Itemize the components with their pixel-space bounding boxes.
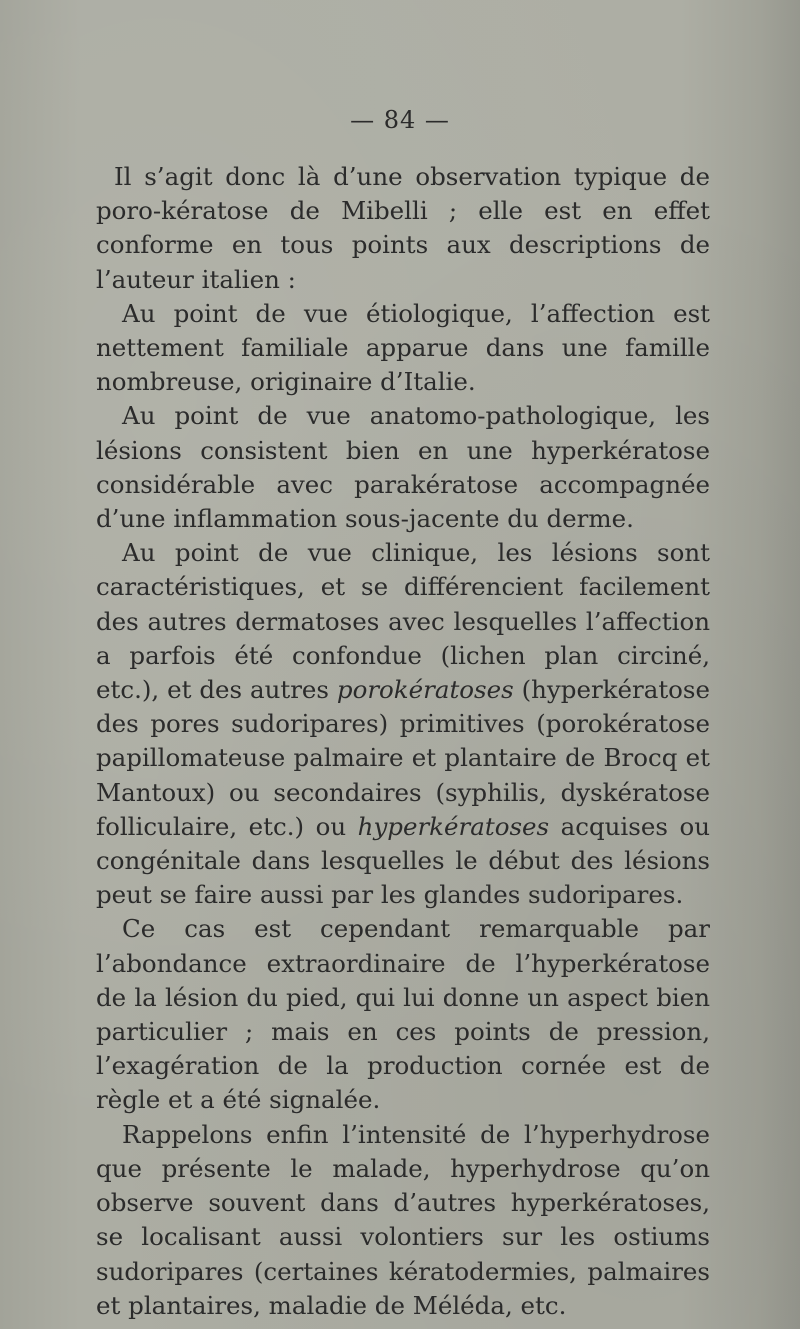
- paragraph-2: [96, 297, 710, 400]
- paragraph-1: [96, 160, 710, 297]
- page-number: — 84 —: [350, 106, 450, 134]
- paragraph-6-text: Rappelons enfin l’intensité de l’hyperhydrose que présente le malade, hyperhydrose qu’on observe souvent dans d’autres hyperkératoses, se localisant aussi volontiers sur les ostiums sudoripares (certaines kératodermies, palmaires et plantaires, maladie de Méléda, etc.: [96, 1119, 710, 1320]
- paragraph-5-text: Ce cas est cependant remarquable par l’abondance extraordinaire de l’hyperkératose de la lésion du pied, qui lui donne un aspect bien particulier ; mais en ces points de pression, l’exagération de la production cornée est de règle et a été signalée.: [96, 914, 710, 1115]
- paragraph-4-text-b: (hyperkératose des pores sudoripares) primitives (porokératose papillomateuse palmaire et plantaire de Brocq et Mantoux) ou secondaires (syphilis, dyskératose folliculaire, etc.) ou: [96, 675, 710, 841]
- paragraph-1-text: Il s’agit donc là d’une observation typique de poro-kératose de Mibelli ; elle est en effet conforme en tous points aux descriptions de l’auteur italien :: [96, 162, 710, 294]
- paragraph-4-italic-porokeratoses: porokératoses: [336, 675, 514, 705]
- paragraph-3-text: Au point de vue anatomo-pathologique, les lésions consistent bien en une hyperkératose considérable avec parakératose accompagnée d’une inflammation sous-jacente du derme.: [96, 401, 710, 534]
- paragraph-6: [96, 1118, 710, 1323]
- paragraph-4-text-a: Au point de vue clinique, les lésions sont caractéristiques, et se différencient facilement des autres dermatoses avec lesquelles l’affection a parfois été confondue (lichen plan circiné, etc.), et des autres: [96, 538, 710, 705]
- paragraph-4-italic-hyperkeratoses: hyperkératoses: [357, 811, 550, 841]
- body-text: [96, 160, 710, 1323]
- paragraph-2-text: Au point de vue étiologique, l’affection est nettement familiale apparue dans une famille nombreuse, originaire d’Italie.: [96, 298, 710, 397]
- paragraph-5: [96, 912, 710, 1117]
- paragraph-3: [96, 399, 710, 536]
- paragraph-4: [96, 536, 710, 912]
- paragraph-4-text-c: acquises ou congénitale dans lesquelles le début des lésions peut se faire aussi par les glandes sudoripares.: [96, 811, 710, 910]
